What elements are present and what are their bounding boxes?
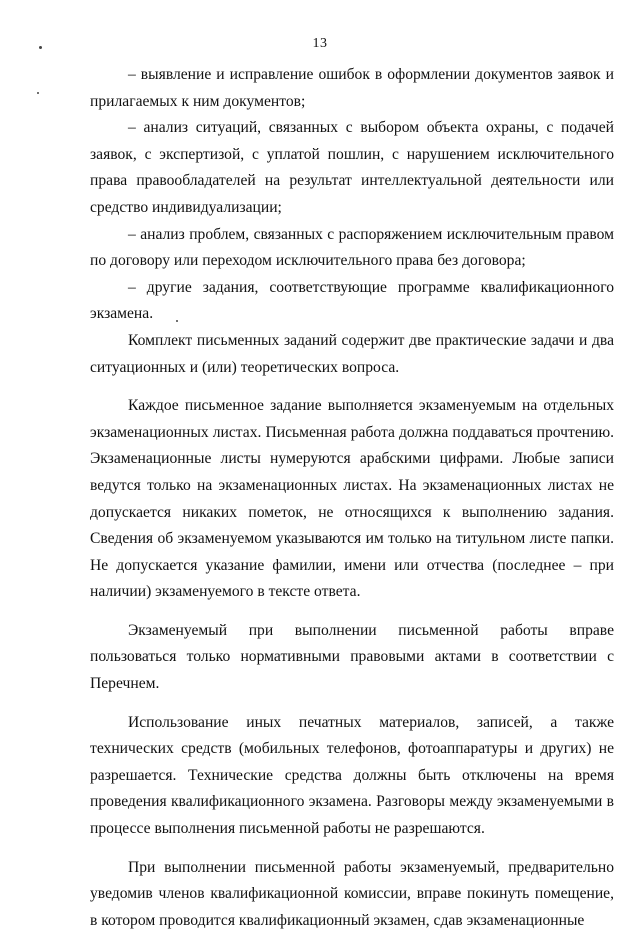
page-number: 13 [312, 36, 328, 51]
paragraph-allowed-materials: Экзаменуемый при выполнении письменной работы вправе пользоваться только нормативными правовыми актами в соответствии с Перечнем. [90, 621, 614, 693]
paragraph-prohibited-devices: Использование иных печатных материалов, записей, а также технических средств (мобильных телефонов, фотоаппаратуры и других) не разрешается. Технические средства должны быть отключены на время проведения квалификационного экзамена. Разговоры между экзаменуемыми в процессе выполнения письменной работы не разрешаются. [90, 713, 614, 838]
scan-speck [37, 92, 39, 94]
list-item-problems: – анализ проблем, связанных с распоряжением исключительным правом по договору или переходом исключительного права без договора; [90, 225, 614, 270]
list-item-errors: – выявление и исправление ошибок в оформлении документов заявок и прилагаемых к ним документов; [90, 66, 614, 110]
list-item-situations: – анализ ситуаций, связанных с выбором объекта охраны, с подачей заявок, с экспертизой, с уплатой пошлин, с нарушением исключительного права правообладателей на результат интеллектуальной деятельности или средство индивидуализации; [90, 119, 614, 216]
document-body [90, 62, 614, 934]
scan-speck [39, 46, 42, 49]
paragraph-written-task: Каждое письменное задание выполняется экзаменуемым на отдельных экзаменационных листах. Письменная работа должна поддаваться прочтению. Экзаменационные листы нумеруются арабскими цифрами. Любые записи ведутся только на экзаменационных листах. На экзаменационных листах не допускается никаких пометок, не относящихся к выполнению задания. Сведения об экзаменуемом указываются им только на титульном листе папки. Не допускается указание фамилии, имени или отчества (последнее – при наличии) экзаменуемого в тексте ответа. [90, 397, 614, 601]
paragraph-leaving-room: При выполнении письменной работы экзаменуемый, предварительно уведомив членов квалификационной комиссии, вправе покинуть помещение, в котором проводится квалификационный экзамен, сдав экзаменационные [90, 858, 614, 929]
list-item-other-tasks: – другие задания, соответствующие программе квалификационного экзамена. [90, 278, 614, 323]
paragraph-task-set: Комплект письменных заданий содержит две практические задачи и два ситуационных и (или) теоретических вопроса. [90, 331, 614, 376]
